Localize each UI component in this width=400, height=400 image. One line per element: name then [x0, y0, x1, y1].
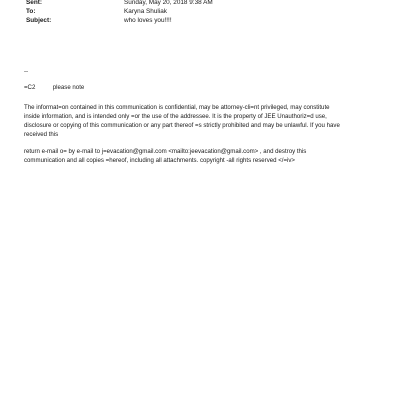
subject-label: Subject: [26, 17, 52, 24]
to-value: Karyna Shuliak [124, 8, 167, 15]
sent-label: Sent: [26, 0, 42, 6]
note-code: =C2 [24, 84, 36, 91]
signature-separator: -- [24, 68, 29, 75]
note-text: please note [52, 84, 85, 91]
confidentiality-line-1: The informat=on contained in this communication is confidential, may be attorney-cli=nt privileged, may constitute [24, 104, 330, 111]
return-line-1: return e-mail o= by e-mail to j=evacation@gmail.com <mailto:jeevacation@gmail.com> , and destroy this [24, 148, 307, 155]
confidentiality-line-3: disclosure or copying of this communication or any part thereof =s strictly prohibited and may be unlawful. If you have [24, 122, 340, 129]
to-label: To: [26, 8, 36, 15]
subject-value: who loves you!!!! [124, 17, 172, 24]
confidentiality-line-2: inside information, and is intended only =or the use of the addressee. It is the property of JEE Unauthoriz=d use, [24, 113, 327, 120]
note-line [24, 84, 84, 92]
confidentiality-line-4: received this [24, 131, 59, 138]
return-line-2: communication and all copies =hereof, including all attachments. copyright -all rights reserved </=iv> [24, 157, 295, 164]
sent-value: Sunday, May 20, 2018 9:38 AM [124, 0, 213, 6]
